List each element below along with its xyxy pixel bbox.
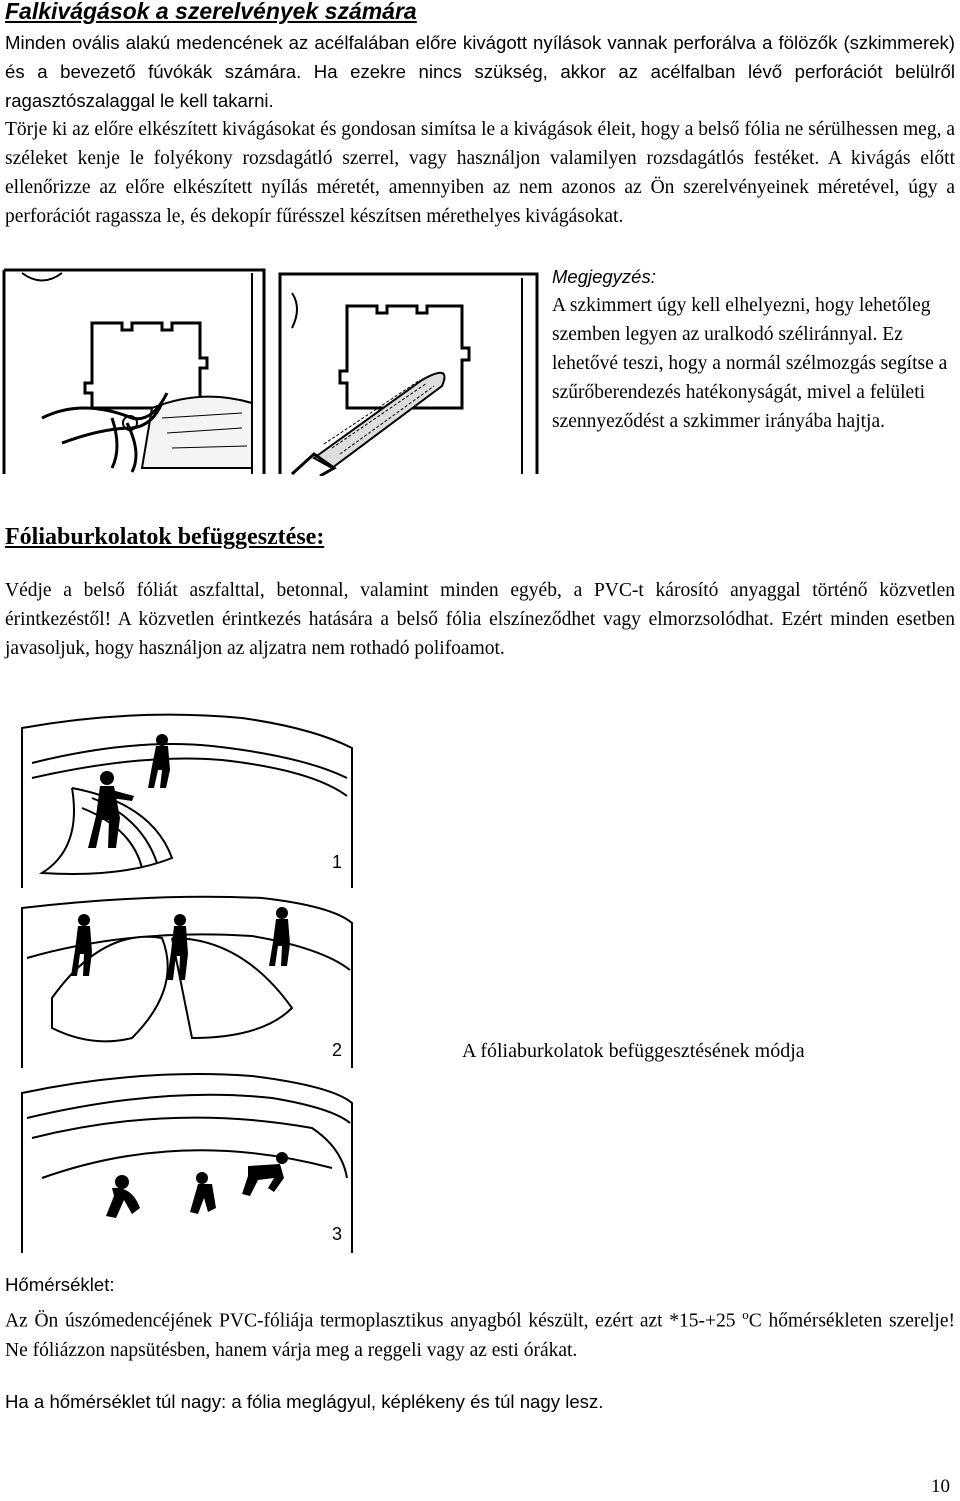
temperature-warning: Ha a hőmérséklet túl nagy: a fólia meglágyul, képlékeny és túl nagy lesz.	[5, 1391, 604, 1412]
temperature-text-before: Az Ön úszómedencéjének PVC-fóliája termoplasztikus anyagból készült, ezért azt *15-+25	[5, 1310, 743, 1332]
note-heading: Megjegyzés:	[552, 266, 656, 287]
paragraph-temperature	[5, 1300, 955, 1365]
panel-label-1: 1	[332, 852, 343, 872]
degree-symbol: o	[742, 1307, 749, 1322]
skimmer-note	[552, 262, 957, 436]
temperature-text-after: C hőmérsékleten szerelje! Ne fóliázzon napsütésben, hanem várja meg a reggeli vagy az esti órákat.	[5, 1310, 955, 1361]
section-title-wall-cutouts: Falkivágások a szerelvények számára	[5, 0, 417, 24]
page-number: 10	[931, 1476, 950, 1497]
paragraph-liner-protection: Védje a belső fóliát aszfalttal, betonnal, valamint minden egyéb, a PVC-t károsító anyaggal történő közvetlen érintkezéstől! A közvetlen érintkezés hatására a belső fólia elszíneződhet vagy elmorzsolódhat. Ezért minden esetben javasoljuk, hogy használjon az aljzatra nem rothadó polifoamot.	[5, 580, 955, 659]
panel-label-2: 2	[332, 1040, 343, 1060]
figure-caption: A fóliaburkolatok befüggesztésének módja	[462, 1040, 805, 1062]
cutout-tools-illustration	[2, 268, 542, 476]
section-title-liner-hanging: Fóliaburkolatok befüggesztése:	[5, 524, 325, 550]
temperature-heading: Hőmérséklet:	[5, 1274, 115, 1295]
paragraph-cutout-instructions: Törje ki az előre elkészített kivágásokat és gondosan simítsa le a kivágások éleit, hogy a belső fólia ne sérülhessen meg, a széleket kenje le folyékony rozsdagátló szerrel, vagy használjon valamilyen rozsdagátlós festéket. A kivágás előtt ellenőrizze az előre elkészített nyílás méretét, amennyiben az nem azonos az Ön szerelvényeinek méretével, úgy a perforációt ragassza le, és dekopír fűrésszel készítsen mérethelyes kivágásokat.	[5, 119, 955, 227]
paragraph-wall-perforation: Minden ovális alakú medencének az acélfalában előre kivágott nyílások vannak perforálva a fölözők (szkimmerek) és a bevezető fúvókák számára. Ha ezekre nincs szükség, akkor az acélfalban lévő perforációt belülről ragasztószalaggal le kell takarni.	[5, 32, 955, 111]
note-text: A szkimmert úgy kell elhelyezni, hogy lehetőleg szemben legyen az uralkodó széliránnyal. Ez lehetővé teszi, hogy a normál szélmozgás segítse a szűrőberendezés hatékonyságát, mivel a felületi szennyeződést a szkimmer irányába hajtja.	[552, 295, 948, 432]
panel-label-3: 3	[332, 1224, 343, 1244]
liner-installation-illustration	[12, 708, 362, 1258]
